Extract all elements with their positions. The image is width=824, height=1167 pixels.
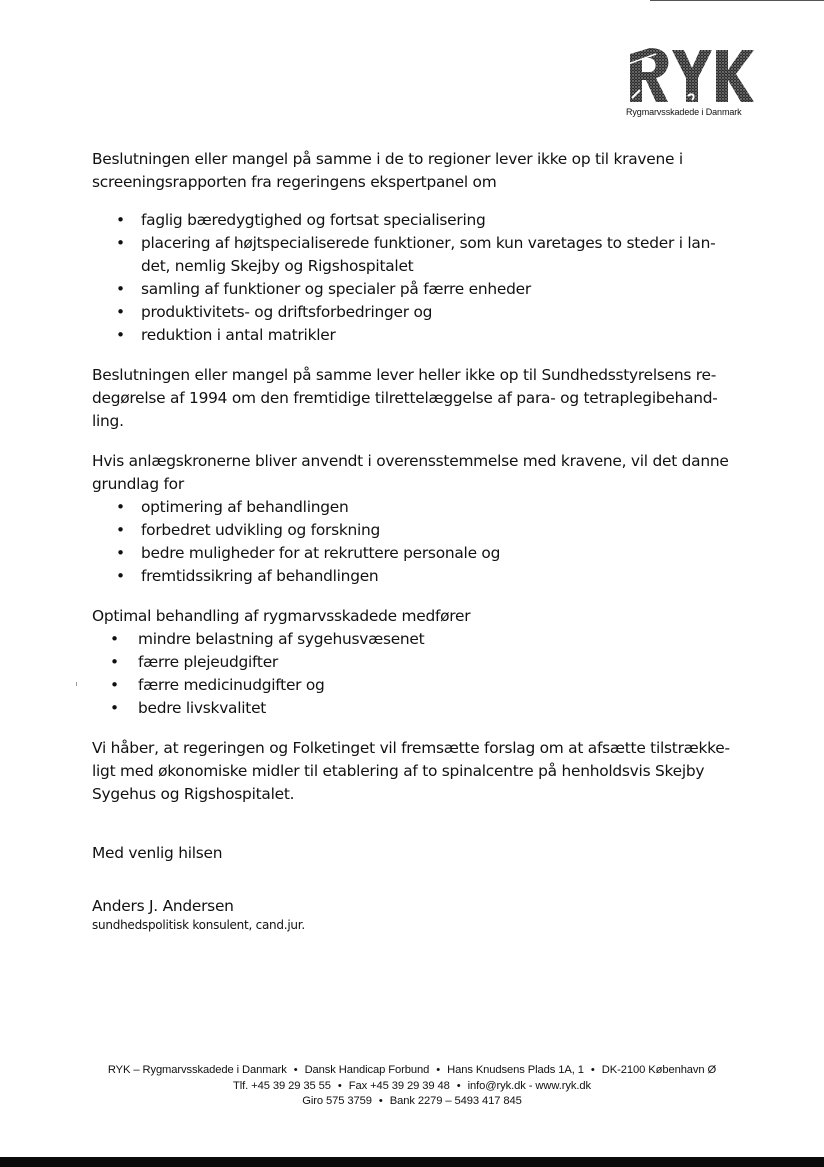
footer-line-contact — [60, 1079, 764, 1095]
footer-affiliation: Dansk Handicap Forbund — [304, 1064, 430, 1076]
list-item: • produktivitets- og driftsforbedringer og — [92, 301, 732, 324]
list-item: • mindre belastning af sygehusvæsenet — [92, 628, 732, 651]
closing: Med venlig hilsen — [92, 844, 223, 862]
list-item: • optimering af behandlingen — [92, 496, 732, 519]
footer-separator: • — [293, 1064, 298, 1076]
footer-bank: Bank 2279 – 5493 417 845 — [389, 1095, 522, 1107]
ryk-logo — [626, 44, 756, 117]
footer-fax: Fax +45 39 29 39 48 — [348, 1079, 450, 1092]
footer-line-bank — [60, 1094, 764, 1110]
letter-body — [92, 148, 732, 933]
outcomes-list — [92, 628, 732, 720]
list-item: • fremtidssikring af behandlingen — [92, 565, 732, 588]
list-item: • reduktion i antal matrikler — [92, 324, 732, 347]
list-item: • færre medicinudgifter og — [92, 674, 732, 697]
footer-separator: • — [456, 1079, 461, 1092]
scan-mark — [76, 682, 77, 686]
list-item: • bedre livskvalitet — [92, 697, 732, 720]
footer-street: Hans Knudsens Plads 1A, 1 — [447, 1064, 584, 1076]
list-item: • bedre muligheder for at rekruttere personale og — [92, 542, 732, 565]
logo-caption: Rygmarvsskadede i Danmark — [626, 107, 742, 117]
footer-email-web: info@ryk.dk - www.ryk.dk — [467, 1079, 591, 1092]
footer-separator: • — [337, 1079, 342, 1092]
footer-separator: • — [378, 1095, 383, 1107]
footer-city: DK-2100 København Ø — [601, 1064, 717, 1076]
scan-bottom-edge — [0, 1157, 824, 1167]
footer-separator: • — [590, 1064, 595, 1076]
list-item: • placering af højtspecialiserede funktioner, som kun varetages to steder i lan- det, nemlig Skejby og Rigshospitalet — [92, 232, 732, 278]
intro-paragraph: Beslutningen eller mangel på samme i de to regioner lever ikke op til kravene i screeningsrapporten fra regeringens ekspertpanel om — [92, 150, 683, 191]
paragraph-anlaegskroner: Hvis anlægskronerne bliver anvendt i overensstemmelse med kravene, vil det danne grundlag for — [92, 452, 729, 493]
paragraph-sundhedsstyrelsen: Beslutningen eller mangel på samme lever heller ikke op til Sundhedsstyrelsens re- degørelse af 1994 om den fremtidige tilrettelæggelse af para- og tetraplegibehand- ling. — [92, 366, 718, 430]
ryk-logo-icon — [626, 44, 756, 106]
list-item: • færre plejeudgifter — [92, 651, 732, 674]
top-rule — [650, 0, 824, 1]
signer-name: Anders J. Andersen — [92, 897, 234, 915]
footer-giro: Giro 575 3759 — [302, 1095, 372, 1107]
benefits-list — [92, 496, 732, 588]
footer — [60, 1063, 764, 1110]
footer-org: RYK – Rygmarvsskadede i Danmark — [107, 1064, 287, 1076]
footer-line-address — [60, 1063, 764, 1079]
paragraph-optimal: Optimal behandling af rygmarvsskadede medfører — [92, 607, 471, 625]
footer-phone: Tlf. +45 39 29 35 55 — [233, 1079, 331, 1092]
list-item: • forbedret udvikling og forskning — [92, 519, 732, 542]
list-item: • samling af funktioner og specialer på færre enheder — [92, 278, 732, 301]
paragraph-request: Vi håber, at regeringen og Folketinget vil fremsætte forslag om at afsætte tilstrække- ligt med økonomiske midler til etablering af to spinalcentre på henholdsvis Skejby Sygehus og Rigshospitalet. — [92, 739, 730, 803]
requirements-list — [92, 209, 732, 347]
signer-title: sundhedspolitisk konsulent, cand.jur. — [92, 918, 305, 932]
footer-separator: • — [436, 1064, 441, 1076]
signature-block — [92, 895, 732, 933]
list-item: • faglig bæredygtighed og fortsat specialisering — [92, 209, 732, 232]
